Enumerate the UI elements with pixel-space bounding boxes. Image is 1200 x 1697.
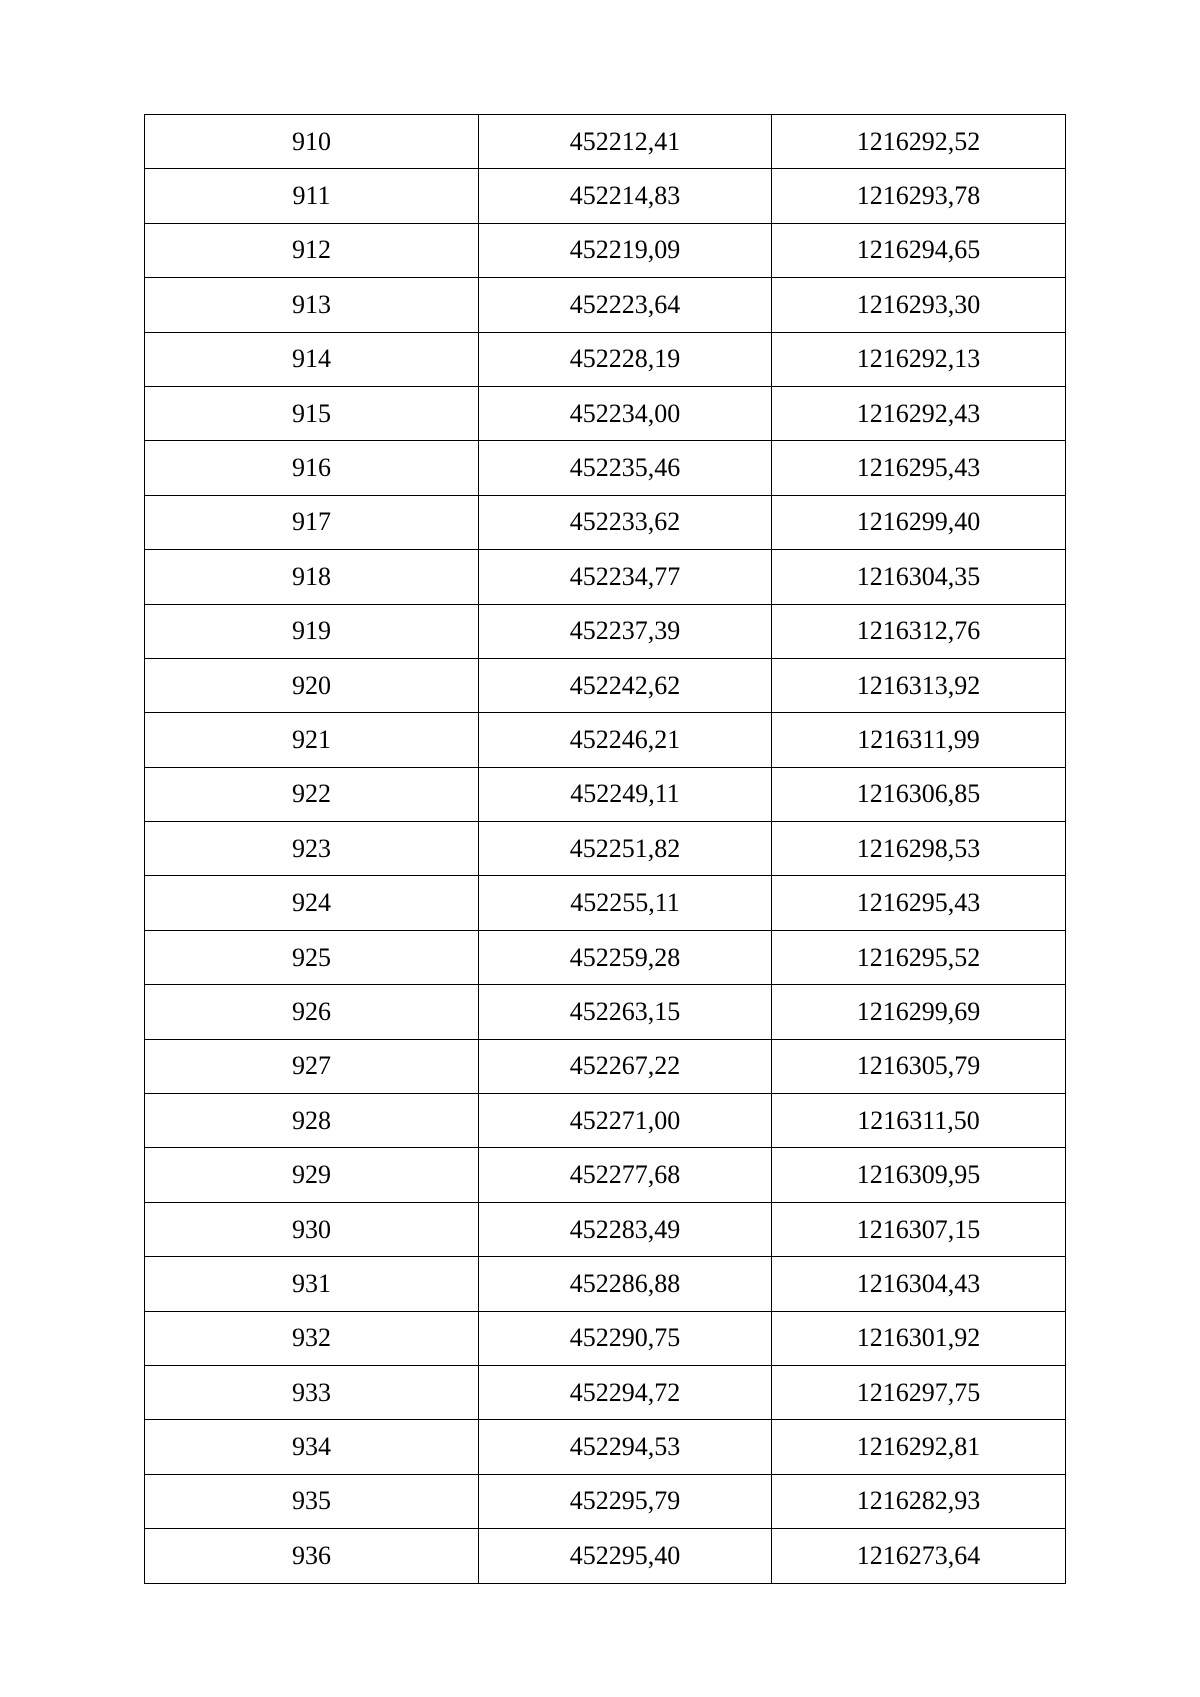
y-coordinate-cell: 1216295,43 [772, 876, 1066, 930]
x-coordinate-cell: 452234,77 [479, 550, 772, 604]
y-coordinate-cell: 1216313,92 [772, 658, 1066, 712]
y-coordinate-cell: 1216298,53 [772, 822, 1066, 876]
x-coordinate-cell: 452277,68 [479, 1148, 772, 1202]
y-coordinate-cell: 1216312,76 [772, 604, 1066, 658]
y-coordinate-cell: 1216301,92 [772, 1311, 1066, 1365]
point-number-cell: 931 [145, 1257, 479, 1311]
table-row [145, 985, 1066, 1039]
y-coordinate-cell: 1216293,78 [772, 169, 1066, 223]
x-coordinate-cell: 452242,62 [479, 658, 772, 712]
table-row [145, 441, 1066, 495]
table-row [145, 332, 1066, 386]
point-number-cell: 934 [145, 1420, 479, 1474]
point-number-cell: 928 [145, 1094, 479, 1148]
y-coordinate-cell: 1216304,35 [772, 550, 1066, 604]
y-coordinate-cell: 1216292,13 [772, 332, 1066, 386]
x-coordinate-cell: 452251,82 [479, 822, 772, 876]
x-coordinate-cell: 452255,11 [479, 876, 772, 930]
coordinates-table [144, 114, 1066, 1584]
table-row [145, 1365, 1066, 1419]
point-number-cell: 913 [145, 278, 479, 332]
x-coordinate-cell: 452212,41 [479, 115, 772, 169]
table-row [145, 1474, 1066, 1528]
x-coordinate-cell: 452249,11 [479, 767, 772, 821]
x-coordinate-cell: 452295,40 [479, 1529, 772, 1583]
point-number-cell: 925 [145, 930, 479, 984]
table-row [145, 822, 1066, 876]
y-coordinate-cell: 1216309,95 [772, 1148, 1066, 1202]
table-row [145, 1039, 1066, 1093]
y-coordinate-cell: 1216293,30 [772, 278, 1066, 332]
point-number-cell: 923 [145, 822, 479, 876]
y-coordinate-cell: 1216292,52 [772, 115, 1066, 169]
table-row [145, 1202, 1066, 1256]
table-row [145, 604, 1066, 658]
point-number-cell: 919 [145, 604, 479, 658]
x-coordinate-cell: 452237,39 [479, 604, 772, 658]
point-number-cell: 911 [145, 169, 479, 223]
x-coordinate-cell: 452259,28 [479, 930, 772, 984]
point-number-cell: 922 [145, 767, 479, 821]
x-coordinate-cell: 452267,22 [479, 1039, 772, 1093]
y-coordinate-cell: 1216305,79 [772, 1039, 1066, 1093]
y-coordinate-cell: 1216307,15 [772, 1202, 1066, 1256]
x-coordinate-cell: 452214,83 [479, 169, 772, 223]
x-coordinate-cell: 452219,09 [479, 223, 772, 277]
table-row [145, 1257, 1066, 1311]
x-coordinate-cell: 452235,46 [479, 441, 772, 495]
y-coordinate-cell: 1216304,43 [772, 1257, 1066, 1311]
x-coordinate-cell: 452294,53 [479, 1420, 772, 1474]
point-number-cell: 921 [145, 713, 479, 767]
table-row [145, 495, 1066, 549]
point-number-cell: 918 [145, 550, 479, 604]
x-coordinate-cell: 452271,00 [479, 1094, 772, 1148]
y-coordinate-cell: 1216294,65 [772, 223, 1066, 277]
y-coordinate-cell: 1216306,85 [772, 767, 1066, 821]
x-coordinate-cell: 452228,19 [479, 332, 772, 386]
table-row [145, 1420, 1066, 1474]
y-coordinate-cell: 1216297,75 [772, 1365, 1066, 1419]
table-row [145, 223, 1066, 277]
point-number-cell: 917 [145, 495, 479, 549]
table-row [145, 876, 1066, 930]
point-number-cell: 914 [145, 332, 479, 386]
point-number-cell: 927 [145, 1039, 479, 1093]
point-number-cell: 916 [145, 441, 479, 495]
x-coordinate-cell: 452295,79 [479, 1474, 772, 1528]
table-row [145, 713, 1066, 767]
y-coordinate-cell: 1216292,81 [772, 1420, 1066, 1474]
table-row [145, 115, 1066, 169]
y-coordinate-cell: 1216292,43 [772, 386, 1066, 440]
point-number-cell: 933 [145, 1365, 479, 1419]
y-coordinate-cell: 1216299,69 [772, 985, 1066, 1039]
table-row [145, 1148, 1066, 1202]
point-number-cell: 932 [145, 1311, 479, 1365]
x-coordinate-cell: 452234,00 [479, 386, 772, 440]
table-row [145, 767, 1066, 821]
table-row [145, 930, 1066, 984]
coordinates-table-body [145, 115, 1066, 1584]
point-number-cell: 915 [145, 386, 479, 440]
y-coordinate-cell: 1216282,93 [772, 1474, 1066, 1528]
point-number-cell: 924 [145, 876, 479, 930]
point-number-cell: 936 [145, 1529, 479, 1583]
y-coordinate-cell: 1216311,50 [772, 1094, 1066, 1148]
x-coordinate-cell: 452223,64 [479, 278, 772, 332]
x-coordinate-cell: 452290,75 [479, 1311, 772, 1365]
table-row [145, 386, 1066, 440]
x-coordinate-cell: 452233,62 [479, 495, 772, 549]
point-number-cell: 935 [145, 1474, 479, 1528]
x-coordinate-cell: 452286,88 [479, 1257, 772, 1311]
x-coordinate-cell: 452294,72 [479, 1365, 772, 1419]
x-coordinate-cell: 452263,15 [479, 985, 772, 1039]
y-coordinate-cell: 1216273,64 [772, 1529, 1066, 1583]
table-row [145, 1311, 1066, 1365]
x-coordinate-cell: 452246,21 [479, 713, 772, 767]
y-coordinate-cell: 1216299,40 [772, 495, 1066, 549]
point-number-cell: 912 [145, 223, 479, 277]
x-coordinate-cell: 452283,49 [479, 1202, 772, 1256]
point-number-cell: 929 [145, 1148, 479, 1202]
y-coordinate-cell: 1216295,52 [772, 930, 1066, 984]
table-row [145, 1094, 1066, 1148]
point-number-cell: 910 [145, 115, 479, 169]
point-number-cell: 920 [145, 658, 479, 712]
table-row [145, 658, 1066, 712]
y-coordinate-cell: 1216311,99 [772, 713, 1066, 767]
table-row [145, 1529, 1066, 1583]
table-row [145, 169, 1066, 223]
point-number-cell: 930 [145, 1202, 479, 1256]
point-number-cell: 926 [145, 985, 479, 1039]
y-coordinate-cell: 1216295,43 [772, 441, 1066, 495]
table-row [145, 278, 1066, 332]
table-row [145, 550, 1066, 604]
